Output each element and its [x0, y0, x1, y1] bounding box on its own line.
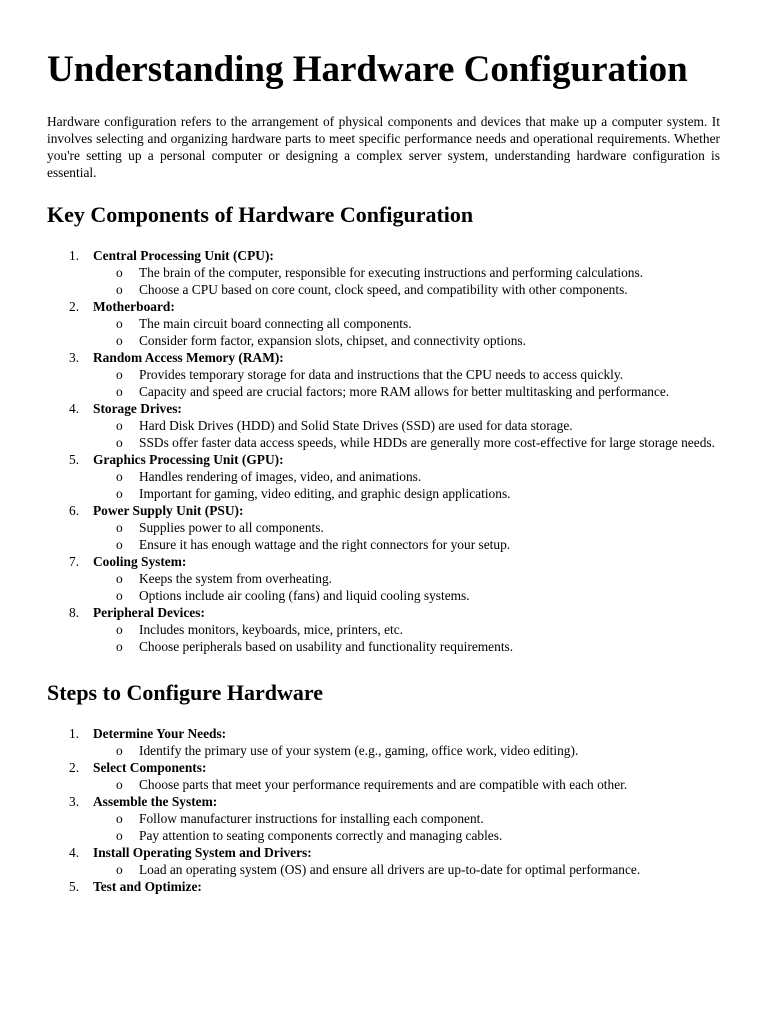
circle-bullet-icon: o	[116, 435, 123, 450]
circle-bullet-icon: o	[116, 384, 123, 399]
list-item-number: 5.	[69, 879, 80, 894]
list-item	[47, 247, 720, 298]
list-item-title: Power Supply Unit (PSU):	[93, 503, 244, 518]
sub-list-item-text: Capacity and speed are crucial factors; more RAM allows for better multitasking and performance.	[139, 384, 670, 399]
list-item-number: 4.	[69, 401, 80, 416]
list-item-title: Random Access Memory (RAM):	[93, 350, 284, 365]
list-item-title: Test and Optimize:	[93, 879, 202, 894]
sub-list	[93, 861, 720, 878]
sub-list-item-text: Handles rendering of images, video, and animations.	[139, 469, 422, 484]
list-item-title: Install Operating System and Drivers:	[93, 845, 312, 860]
circle-bullet-icon: o	[116, 811, 123, 826]
sub-list-item-text: The brain of the computer, responsible for executing instructions and performing calculations.	[139, 265, 644, 280]
list-item	[47, 725, 720, 759]
sub-list-item	[93, 332, 720, 349]
sub-list-item-text: Ensure it has enough wattage and the right connectors for your setup.	[139, 537, 511, 552]
circle-bullet-icon: o	[116, 862, 123, 877]
list-item-title: Motherboard:	[93, 299, 175, 314]
list-item	[47, 844, 720, 878]
sub-list-item	[93, 366, 720, 383]
sub-list-item-text: Supplies power to all components.	[139, 520, 324, 535]
list-item	[47, 298, 720, 349]
sub-list	[93, 776, 720, 793]
list-item-title: Central Processing Unit (CPU):	[93, 248, 274, 263]
steps-list	[47, 725, 720, 895]
list-item-number: 3.	[69, 350, 80, 365]
list-item-number: 1.	[69, 726, 80, 741]
sub-list-item	[93, 776, 720, 793]
list-item-title: Determine Your Needs:	[93, 726, 227, 741]
list-item-title: Storage Drives:	[93, 401, 182, 416]
sub-list-item	[93, 519, 720, 536]
circle-bullet-icon: o	[116, 418, 123, 433]
list-item-number: 7.	[69, 554, 80, 569]
key-components-list	[47, 247, 720, 655]
list-item-number: 1.	[69, 248, 80, 263]
list-item-number: 8.	[69, 605, 80, 620]
circle-bullet-icon: o	[116, 537, 123, 552]
list-item-number: 2.	[69, 760, 80, 775]
sub-list-item-text: The main circuit board connecting all components.	[139, 316, 412, 331]
sub-list-item	[93, 264, 720, 281]
circle-bullet-icon: o	[116, 367, 123, 382]
list-item-title: Cooling System:	[93, 554, 187, 569]
sub-list-item	[93, 742, 720, 759]
sub-list-item-text: SSDs offer faster data access speeds, while HDDs are generally more cost-effective for large storage needs.	[139, 435, 715, 450]
sub-list-item	[93, 434, 720, 451]
circle-bullet-icon: o	[116, 333, 123, 348]
sub-list-item-text: Choose peripherals based on usability and functionality requirements.	[139, 639, 514, 654]
circle-bullet-icon: o	[116, 316, 123, 331]
list-item	[47, 759, 720, 793]
list-item-number: 5.	[69, 452, 80, 467]
list-item	[47, 553, 720, 604]
sub-list-item-text: Follow manufacturer instructions for installing each component.	[139, 811, 484, 826]
circle-bullet-icon: o	[116, 571, 123, 586]
sub-list-item	[93, 621, 720, 638]
sub-list-item	[93, 587, 720, 604]
circle-bullet-icon: o	[116, 639, 123, 654]
sub-list-item-text: Choose a CPU based on core count, clock speed, and compatibility with other components.	[139, 282, 628, 297]
sub-list-item	[93, 827, 720, 844]
list-item-title: Graphics Processing Unit (GPU):	[93, 452, 284, 467]
list-item	[47, 604, 720, 655]
sub-list	[93, 264, 720, 298]
list-item	[47, 793, 720, 844]
circle-bullet-icon: o	[116, 588, 123, 603]
sub-list-item	[93, 485, 720, 502]
sub-list-item-text: Identify the primary use of your system (e.g., gaming, office work, video editing).	[139, 743, 579, 758]
sub-list-item-text: Keeps the system from overheating.	[139, 571, 332, 586]
sub-list-item-text: Choose parts that meet your performance requirements and are compatible with each other.	[139, 777, 628, 792]
sub-list-item	[93, 468, 720, 485]
key-components-heading: Key Components of Hardware Configuration	[47, 202, 474, 227]
circle-bullet-icon: o	[116, 282, 123, 297]
sub-list	[93, 810, 720, 844]
sub-list	[93, 417, 720, 451]
list-item	[47, 878, 720, 895]
list-item	[47, 400, 720, 451]
list-item-title: Select Components:	[93, 760, 207, 775]
sub-list-item-text: Provides temporary storage for data and instructions that the CPU needs to access quickly.	[139, 367, 624, 382]
sub-list	[93, 742, 720, 759]
page-title: Understanding Hardware Configuration	[47, 49, 688, 90]
sub-list-item	[93, 861, 720, 878]
sub-list-item	[93, 536, 720, 553]
sub-list-item-text: Load an operating system (OS) and ensure all drivers are up-to-date for optimal performance.	[139, 862, 641, 877]
circle-bullet-icon: o	[116, 265, 123, 280]
circle-bullet-icon: o	[116, 828, 123, 843]
list-item-number: 3.	[69, 794, 80, 809]
sub-list-item	[93, 570, 720, 587]
document-page	[47, 0, 720, 895]
sub-list-item-text: Important for gaming, video editing, and graphic design applications.	[139, 486, 511, 501]
circle-bullet-icon: o	[116, 486, 123, 501]
circle-bullet-icon: o	[116, 777, 123, 792]
list-item-title: Peripheral Devices:	[93, 605, 205, 620]
sub-list-item	[93, 417, 720, 434]
list-item-number: 2.	[69, 299, 80, 314]
list-item	[47, 502, 720, 553]
sub-list-item	[93, 810, 720, 827]
sub-list-item-text: Pay attention to seating components correctly and managing cables.	[139, 828, 503, 843]
sub-list	[93, 570, 720, 604]
sub-list	[93, 315, 720, 349]
intro-paragraph: Hardware configuration refers to the arrangement of physical components and devices that make up a computer system. It involves selecting and organizing hardware parts to meet specific performance needs and operational requirements. Whether you're setting up a personal computer or designing a complex server system, understanding hardware configuration is essential.	[47, 114, 720, 180]
circle-bullet-icon: o	[116, 622, 123, 637]
list-item-number: 4.	[69, 845, 80, 860]
sub-list-item	[93, 281, 720, 298]
sub-list	[93, 621, 720, 655]
steps-heading: Steps to Configure Hardware	[47, 680, 324, 705]
circle-bullet-icon: o	[116, 743, 123, 758]
sub-list	[93, 468, 720, 502]
sub-list-item-text: Consider form factor, expansion slots, chipset, and connectivity options.	[139, 333, 526, 348]
sub-list	[93, 366, 720, 400]
sub-list-item-text: Options include air cooling (fans) and liquid cooling systems.	[139, 588, 470, 603]
sub-list-item	[93, 383, 720, 400]
sub-list-item	[93, 315, 720, 332]
sub-list-item	[93, 638, 720, 655]
sub-list-item-text: Hard Disk Drives (HDD) and Solid State Drives (SSD) are used for data storage.	[139, 418, 573, 433]
list-item-title: Assemble the System:	[93, 794, 218, 809]
list-item	[47, 349, 720, 400]
circle-bullet-icon: o	[116, 520, 123, 535]
list-item	[47, 451, 720, 502]
sub-list	[93, 519, 720, 553]
sub-list-item-text: Includes monitors, keyboards, mice, printers, etc.	[139, 622, 404, 637]
circle-bullet-icon: o	[116, 469, 123, 484]
list-item-number: 6.	[69, 503, 80, 518]
